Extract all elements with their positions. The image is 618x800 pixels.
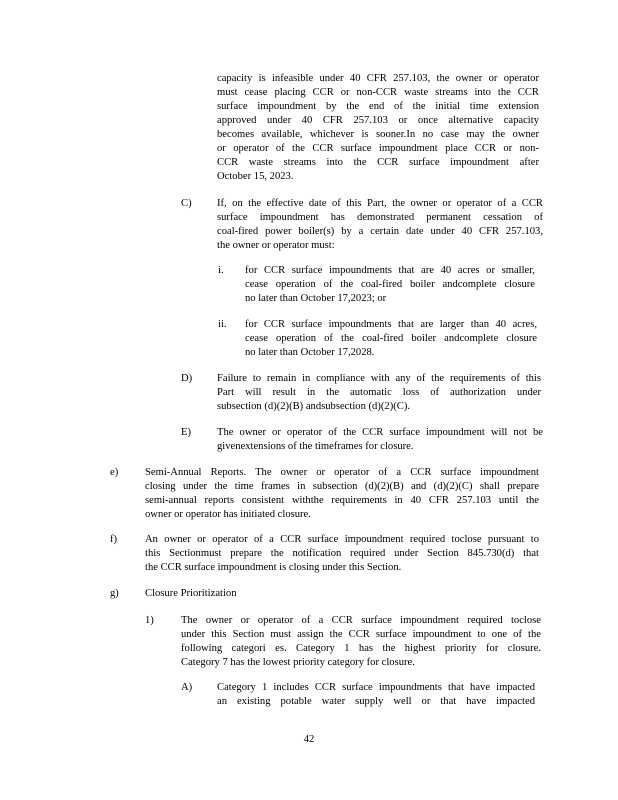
item-label-ii: ii. [218,319,227,330]
text-line: cease operation of the coal-fired boiler andcomplete closure [245,333,537,344]
text-line: no later than October 17,2023; or [245,293,387,304]
paragraph-continuation [217,72,539,184]
text-line: givenextensions of the timeframes for closure. [217,441,414,452]
text-line: subsection (d)(2)(B) andsubsection (d)(2)(C). [217,401,410,412]
text-line: semi-annual reports consistent withthe requirements in 40 CFR 257.103 until the [145,495,539,506]
item-label-i: i. [218,265,224,276]
text-line: surface impoundment by the end of the initial time extension [217,101,539,112]
paragraph-item-f [145,533,539,575]
text-line: cease operation of the coal-fired boiler andcomplete closure [245,279,535,290]
text-line: October 15, 2023. [217,171,294,182]
item-label-1: 1) [145,615,154,626]
item-label-A: A) [181,682,193,693]
text-line: Part will result in the automatic loss of authorization under [217,387,541,398]
paragraph-item-A [217,681,535,709]
paragraph-item-ii [245,318,537,360]
text-line: Category 1 includes CCR surface impoundments that have impacted [217,682,535,693]
text-line: Failure to remain in compliance with any of the requirements of this [217,373,541,384]
paragraph-item-C [217,197,543,253]
text-line: or operator of the CCR surface impoundment place CCR or non- [217,143,539,154]
text-line: coal-fired power boiler(s) by a certain date under 40 CFR 257.103, [217,226,543,237]
paragraph-item-i [245,264,535,306]
text-line: Category 7 has the lowest priority category for closure. [181,657,415,668]
text-line: following categori es. Category 1 has the highest priority for closure. [181,643,541,654]
item-label-C: C) [181,198,192,209]
text-line: becomes available, whichever is sooner.In no case may the owner [217,129,539,140]
text-line: Closure Prioritization [145,588,237,599]
text-line: approved under 40 CFR 257.103 or once alternative capacity [217,115,539,126]
text-line: surface impoundment has demonstrated permanent cessation of [217,212,543,223]
text-line: under this Section must assign the CCR surface impoundment to one of the [181,629,541,640]
text-line: no later than October 17,2028. [245,347,375,358]
text-line: An owner or operator of a CCR surface impoundment required toclose pursuant to [145,534,539,545]
item-label-e: e) [110,467,119,478]
text-line: the CCR surface impoundment is closing under this Section. [145,562,402,573]
paragraph-item-1 [181,614,541,670]
item-label-D: D) [181,373,193,384]
paragraph-item-D [217,372,541,414]
text-line: If, on the effective date of this Part, the owner or operator of a CCR [217,198,543,209]
text-line: owner or operator has initiated closure. [145,509,311,520]
item-label-f: f) [110,534,118,545]
text-line: for CCR surface impoundments that are larger than 40 acres, [245,319,537,330]
text-line: the owner or operator must: [217,240,335,251]
text-line: this Sectionmust prepare the notification required under Section 845.730(d) that [145,548,539,559]
paragraph-item-E [217,426,543,454]
item-label-E: E) [181,427,191,438]
item-label-g: g) [110,588,119,599]
text-line: must cease placing CCR or non-CCR waste streams into the CCR [217,87,539,98]
text-line: capacity is infeasible under 40 CFR 257.103, the owner or operator [217,73,539,84]
text-line: Semi-Annual Reports. The owner or operator of a CCR surface impoundment [145,467,539,478]
text-line: The owner or operator of a CCR surface impoundment required toclose [181,615,541,626]
text-line: an existing potable water supply well or that have impacted [217,696,535,707]
text-line: CCR waste streams into the CCR surface impoundment after [217,157,539,168]
text-line: for CCR surface impoundments that are 40 acres or smaller, [245,265,535,276]
text-line: The owner or operator of the CCR surface impoundment will not be [217,427,543,438]
page-number: 42 [303,734,315,745]
heading-closure-prioritization [145,587,345,601]
text-line: closing under the time frames in subsection (d)(2)(B) and (d)(2)(C) shall prepare [145,481,539,492]
paragraph-item-e [145,466,539,522]
